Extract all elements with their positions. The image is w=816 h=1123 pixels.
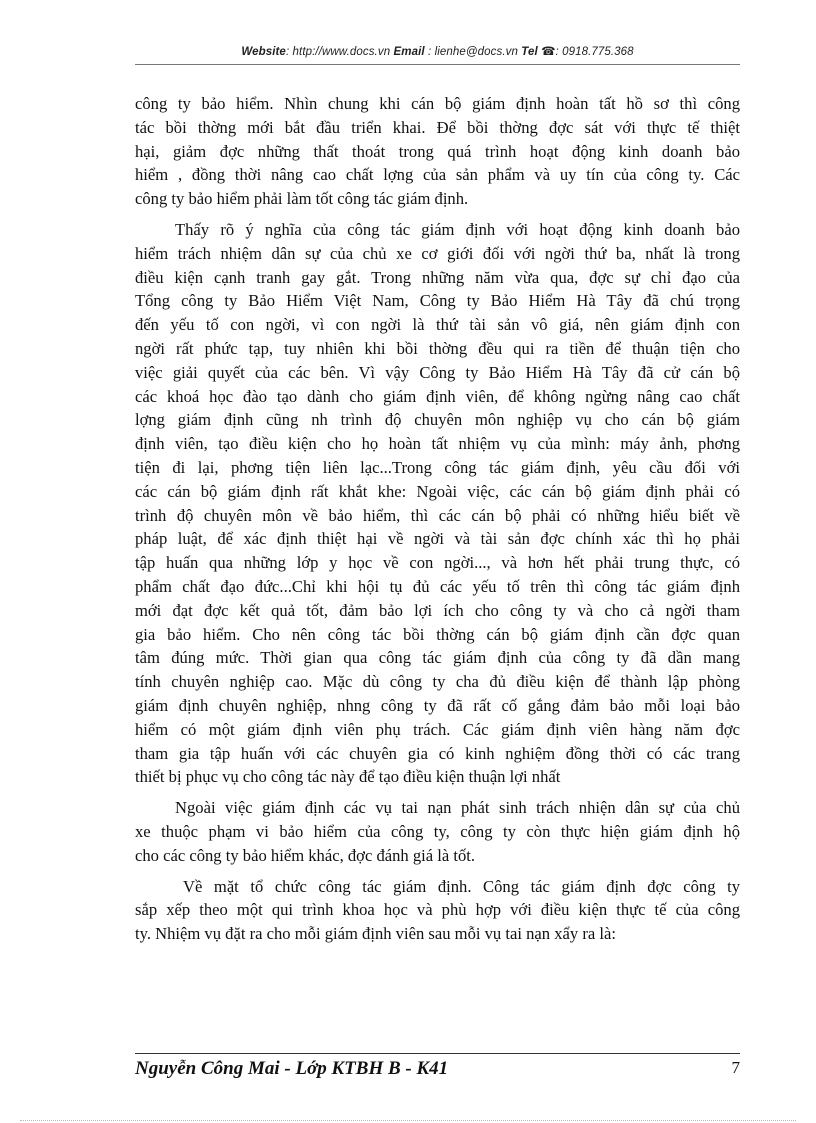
text-line: sắp xếp theo một qui trình khoa học và phù hợp với điều kiện thực tế của công	[135, 900, 740, 920]
text-line: lợng giám định cũng nh trình độ chuyên môn nghiệp vụ cho cán bộ giám	[135, 410, 740, 430]
text-line: hại, giảm đợc những thất thoát trong quá trình hoạt động kinh doanh bảo	[135, 141, 740, 161]
paragraph-1	[135, 92, 740, 211]
text-line: ngời rất phức tạp, tuy nhiên khi bồi thờng đều qui ra tiền để thuận tiện cho	[135, 338, 740, 358]
document-body	[135, 92, 740, 953]
text-line: Về mặt tổ chức công tác giám định. Công tác giám định đợc công ty	[183, 876, 740, 896]
text-line: công ty bảo hiểm. Nhìn chung khi cán bộ giám định hoàn tất hồ sơ thì công	[135, 94, 740, 113]
text-line: trình độ chuyên môn về bảo hiểm, thì các cán bộ phải có những hiểu biết về	[135, 505, 740, 525]
tel-label: Tel	[521, 46, 538, 58]
text-line: các khoá học đào tạo dành cho giám định viên, để không ngừng nâng cao chất	[135, 386, 740, 406]
text-line: tiện đi lại, phơng tiện liên lạc...Trong công tác giám định, yêu cầu đối với	[135, 457, 740, 477]
text-line: thiết bị phục vụ cho công tác này để tạo điều kiện thuận lợi nhất	[135, 767, 561, 787]
text-line: Ngoài việc giám định các vụ tai nạn phát sinh trách nhiện dân sự của chủ	[175, 798, 740, 818]
text-line: tập huấn qua những lớp y học về con ngời..., và hơn hết phải trung thực, có	[135, 553, 740, 573]
text-line: việc giải quyết của các bên. Vì vậy Công ty Bảo Hiểm Hà Tây đã cử cán bộ	[135, 362, 740, 382]
text-line: các cán bộ giám định rất khắt khe: Ngoài việc, các cán bộ giám định phải có	[135, 481, 740, 501]
page-header	[135, 44, 740, 58]
footer-author: Nguyễn Công Mai - Lớp KTBH B - K41	[135, 1058, 449, 1079]
text-line: công ty bảo hiểm phải làm tốt công tác giám định.	[135, 189, 469, 209]
text-line: điều kiện cạnh tranh gay gắt. Trong những năm vừa qua, đợc sự chỉ đạo của	[135, 267, 740, 287]
text-line: mới đạt đợc kết quả tốt, đảm bảo lợi ích cho công ty và cho cả ngời tham	[135, 600, 740, 620]
text-line: cho các công ty bảo hiểm khác, đợc đánh giá là tốt.	[135, 845, 476, 865]
paragraph-3	[135, 796, 740, 867]
phone-icon: ☎	[541, 46, 556, 58]
text-line: giám định chuyên nghiệp, nhng công ty đã rất cố gắng đảm bảo mỗi loại bảo	[135, 695, 740, 715]
text-line: hiểm , đồng thời nâng cao chất lợng của sản phẩm và uy tín của công ty. Các	[135, 165, 740, 185]
text-line: tác bồi thờng mới bắt đầu triển khai. Để bồi thờng đợc sát với thực tế thiệt	[135, 117, 740, 137]
text-line: pháp luật, để xác định thiệt hại về ngời và tài sản đợc chính xác thì họ phải	[135, 529, 740, 549]
page-bottom-border	[20, 1120, 796, 1121]
paragraph-2	[135, 218, 740, 789]
text-line: Thấy rõ ý nghĩa của công tác giám định với hoạt động kinh doanh bảo	[175, 219, 740, 239]
email-label: Email	[393, 46, 425, 58]
footer-divider	[135, 1053, 740, 1054]
text-line: tâm đúng mức. Thời gian qua công tác giám định của công ty đã dần mang	[135, 648, 740, 668]
email-value: : lienhe@docs.vn	[427, 46, 518, 58]
tel-value: : 0918.775.368	[555, 46, 634, 58]
paragraph-4	[135, 875, 740, 946]
text-line: xe thuộc phạm vi bảo hiểm của công ty, công ty còn thực hiện giám định hộ	[135, 821, 740, 841]
text-line: ty. Nhiệm vụ đặt ra cho mỗi giám định viên sau mỗi vụ tai nạn xẩy ra là:	[135, 924, 616, 944]
text-line: hiểm trách nhiệm dân sự của chủ xe cơ giới đối với ngời thứ ba, nhất là trong	[135, 243, 740, 263]
text-line: tham gia tập huấn với các chuyên gia có kinh nghiệm đồng thời có các trang	[135, 743, 740, 763]
website-value: : http://www.docs.vn	[285, 46, 391, 58]
text-line: định viên, tạo điều kiện cho họ hoàn tất nhiệm vụ của mình: máy ảnh, phơng	[135, 434, 740, 454]
page-number: 7	[731, 1058, 740, 1077]
header-divider	[135, 64, 740, 65]
text-line: đến yếu tố con ngời, vì con ngời là thứ tài sản vô giá, nên giám định con	[135, 315, 740, 335]
text-line: phẩm chất đạo đức...Chỉ khi hội tụ đủ các yếu tố trên thì công tác giám định	[135, 576, 740, 596]
text-line: gia bảo hiểm. Cho nên công tác bồi thờng cán bộ giám định cần đợc quan	[135, 624, 740, 644]
website-label: Website	[241, 46, 286, 58]
text-line: tính chuyên nghiệp cao. Mặc dù công ty cha đủ điều kiện để thành lập phòng	[135, 672, 740, 692]
text-line: Tổng công ty Bảo Hiểm Việt Nam, Công ty Bảo Hiểm Hà Tây đã chú trọng	[135, 291, 740, 311]
text-line: hiểm có một giám định viên phụ trách. Các giám định viên hàng năm đợc	[135, 719, 740, 739]
